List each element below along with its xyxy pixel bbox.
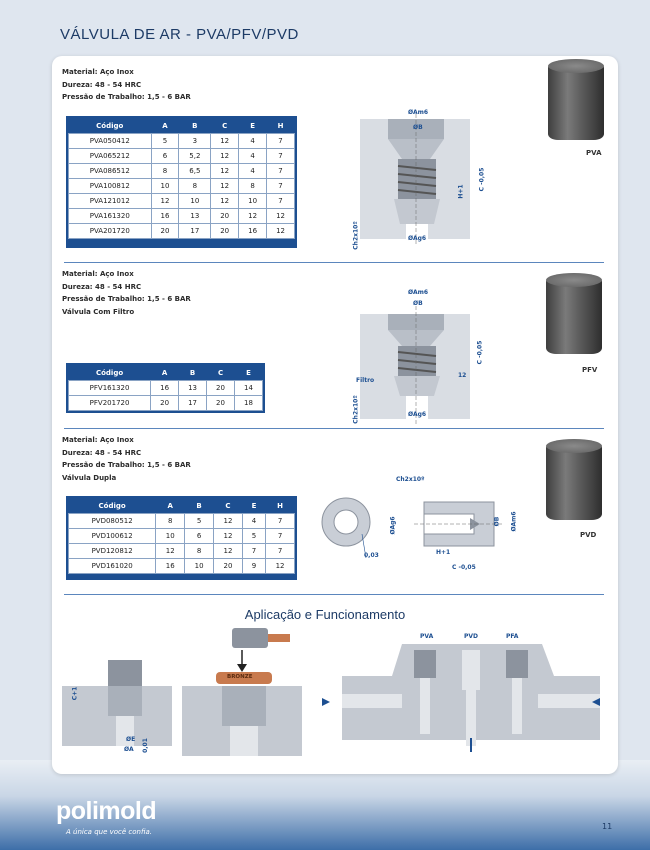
pva-dim-ch: Ch2x10º [352,221,360,250]
pva-spec-pressure: Pressão de Trabalho: 1,5 - 6 BAR [62,93,191,101]
pva-dim-am6: ØAm6 [408,109,429,116]
table-cell: PVD120812 [69,544,156,559]
table-cell: 7 [266,529,295,544]
table-cell: 5 [185,514,214,529]
table-row [69,209,295,224]
table-cell: 17 [179,224,211,239]
table-cell: 7 [266,544,295,559]
pva-product-image [548,62,604,140]
pfv-dim-am6: ØAm6 [408,289,429,296]
app-label-pva: PVA [420,633,434,640]
table-cell: 10 [185,559,214,574]
polimold-logo: polimold [56,797,157,825]
table-cell: 12 [267,224,295,239]
table-cell: 6 [151,149,179,164]
table-cell: 12 [211,194,239,209]
table-cell: 9 [242,559,265,574]
table-cell: 13 [179,381,207,396]
pvd-spec-hardness: Dureza: 48 - 54 HRC [62,448,142,457]
pva-header-cell: B [179,118,211,134]
table-cell: 17 [179,396,207,411]
pvd-dim-ag6: ØAg6 [389,516,397,535]
table-cell: PFV161320 [69,381,151,396]
pvd-header-cell: H [266,498,295,514]
pvd-dim-c: C -0,05 [452,564,476,571]
pfv-spec-hardness: Dureza: 48 - 54 HRC [62,282,142,291]
divider-2 [64,428,604,429]
table-cell: 7 [267,134,295,149]
pvd-product-image [546,442,602,520]
table-cell: PVA201720 [69,224,152,239]
pva-dim-b: ØB [413,124,423,131]
table-cell: 8 [156,514,185,529]
table-cell: 4 [239,134,267,149]
table-cell: 12 [267,209,295,224]
application-diagram-2 [182,624,302,758]
pfv-spec-type: Válvula Com Filtro [62,307,135,316]
pvd-table [68,498,295,574]
pfv-header-cell: B [179,365,207,381]
app-dim-c: C+1 [71,686,79,701]
pfv-table-header [69,365,263,381]
table-cell: PVA121012 [69,194,152,209]
table-cell: 7 [267,149,295,164]
pva-header-cell: H [267,118,295,134]
application-title: Aplicação e Funcionamento [244,607,406,622]
pva-header-cell: E [239,118,267,134]
table-cell: 12 [239,209,267,224]
table-cell: 3 [179,134,211,149]
pfv-dim-b: ØB [413,300,423,307]
pfv-product-image [546,276,602,354]
table-cell: 16 [151,381,179,396]
application-diagram-1 [62,640,172,760]
app-dim-tol: 0,01 [141,738,149,753]
table-cell: PVD080512 [69,514,156,529]
table-row [69,224,295,239]
pvd-side-view [414,496,504,556]
pvd-dim-h1: H+1 [436,549,451,556]
table-cell: PVD100612 [69,529,156,544]
table-row [69,194,295,209]
table-cell: 13 [179,209,211,224]
pfv-label: PFV [582,366,598,374]
table-row [69,544,295,559]
pvd-dim-tol: 0,03 [364,552,379,559]
table-cell: 12 [156,544,185,559]
pfv-header-cell: C [207,365,235,381]
pvd-dim-ch: Ch2x10º [396,476,425,483]
table-cell: 10 [156,529,185,544]
pvd-header-cell: B [185,498,214,514]
table-row [69,559,295,574]
table-cell: 8 [151,164,179,179]
table-row [69,179,295,194]
table-cell: 12 [211,149,239,164]
pvd-front-view [312,494,392,564]
table-cell: 12 [266,559,295,574]
table-cell: 5 [151,134,179,149]
table-cell: 12 [214,514,243,529]
table-row [69,514,295,529]
table-cell: 10 [151,179,179,194]
pfv-header-cell: Código [69,365,151,381]
pva-dim-ag6: ØAg6 [408,235,427,242]
table-cell: PVA161320 [69,209,152,224]
pvd-table-header [69,498,295,514]
pva-spec-material: Material: Aço Inox [62,68,134,76]
app-dim-a: ØA [124,746,134,753]
page-number: 11 [602,822,613,831]
table-cell: 12 [214,529,243,544]
pfv-dim-12: 12 [458,372,467,379]
table-cell: PFV201720 [69,396,151,411]
pfv-spec-material: Material: Aço Inox [62,270,134,278]
pva-header-cell: A [151,118,179,134]
pfv-dim-ag6: ØAg6 [408,411,427,418]
table-cell: 7 [242,544,265,559]
pfv-table [68,365,263,411]
pvd-label: PVD [580,531,597,539]
table-cell: 20 [151,396,179,411]
table-cell: 10 [239,194,267,209]
pvd-dim-am6: ØAm6 [510,511,518,532]
pvd-spec-type: Válvula Dupla [62,473,117,482]
table-cell: 20 [207,381,235,396]
table-row [69,149,295,164]
pva-specs [62,66,191,104]
pfv-specs [62,268,191,318]
pfv-header-cell: A [151,365,179,381]
table-cell: 12 [211,164,239,179]
table-cell: 6 [185,529,214,544]
pfv-dim-c: C -0,05 [476,340,484,365]
divider-1 [64,262,604,263]
table-cell: 16 [156,559,185,574]
table-row [69,381,263,396]
table-row [69,529,295,544]
table-cell: 4 [239,164,267,179]
pva-dim-h1: H+1 [457,184,465,199]
pvd-dim-b: ØB [493,516,501,527]
table-cell: 8 [185,544,214,559]
app-label-pfa: PFA [506,633,519,640]
table-cell: 16 [239,224,267,239]
table-cell: 20 [151,224,179,239]
pvd-header-cell: E [242,498,265,514]
table-row [69,134,295,149]
app-label-pvd: PVD [464,633,479,640]
pfv-dim-filtro: Filtro [356,377,375,384]
pva-table-header [69,118,295,134]
table-cell: 18 [234,396,262,411]
table-cell: 12 [151,194,179,209]
pva-label: PVA [586,149,602,157]
table-cell: 4 [242,514,265,529]
table-cell: PVA050412 [69,134,152,149]
table-cell: 8 [239,179,267,194]
table-cell: 14 [234,381,262,396]
table-cell: 4 [239,149,267,164]
table-row [69,164,295,179]
table-cell: 7 [267,179,295,194]
pfv-dim-ch: Ch2x10º [352,395,360,424]
table-cell: 16 [151,209,179,224]
application-diagram-3 [322,640,600,760]
table-cell: 7 [266,514,295,529]
pvd-specs [62,434,191,484]
pvd-spec-pressure: Pressão de Trabalho: 1,5 - 6 BAR [62,461,191,469]
table-cell: 6,5 [179,164,211,179]
pva-table [68,118,295,239]
table-row [69,396,263,411]
app-dim-e: ØE [126,736,136,743]
table-cell: 7 [267,194,295,209]
table-cell: 20 [211,209,239,224]
page-title: VÁLVULA DE AR - PVA/PFV/PVD [60,26,299,43]
pva-dim-c: C -0,05 [478,167,486,192]
table-cell: 5,2 [179,149,211,164]
table-cell: 12 [211,134,239,149]
table-cell: PVA100812 [69,179,152,194]
pvd-spec-material: Material: Aço Inox [62,436,134,444]
table-cell: 5 [242,529,265,544]
pvd-header-cell: C [214,498,243,514]
table-cell: 10 [179,194,211,209]
table-cell: 20 [214,559,243,574]
brand-tagline: A única que você confia. [66,828,153,836]
table-cell: 12 [214,544,243,559]
table-cell: PVA086512 [69,164,152,179]
table-cell: 20 [207,396,235,411]
table-cell: PVD161020 [69,559,156,574]
pfv-header-cell: E [234,365,262,381]
table-cell: 7 [267,164,295,179]
pva-header-cell: Código [69,118,152,134]
table-cell: 8 [179,179,211,194]
pvd-header-cell: A [156,498,185,514]
pfv-spec-pressure: Pressão de Trabalho: 1,5 - 6 BAR [62,295,191,303]
app-bronze: BRONZE [227,674,253,680]
pva-spec-hardness: Dureza: 48 - 54 HRC [62,80,142,89]
table-cell: 20 [211,224,239,239]
pvd-header-cell: Código [69,498,156,514]
pva-header-cell: C [211,118,239,134]
table-cell: PVA065212 [69,149,152,164]
table-cell: 12 [211,179,239,194]
divider-3 [64,594,604,595]
